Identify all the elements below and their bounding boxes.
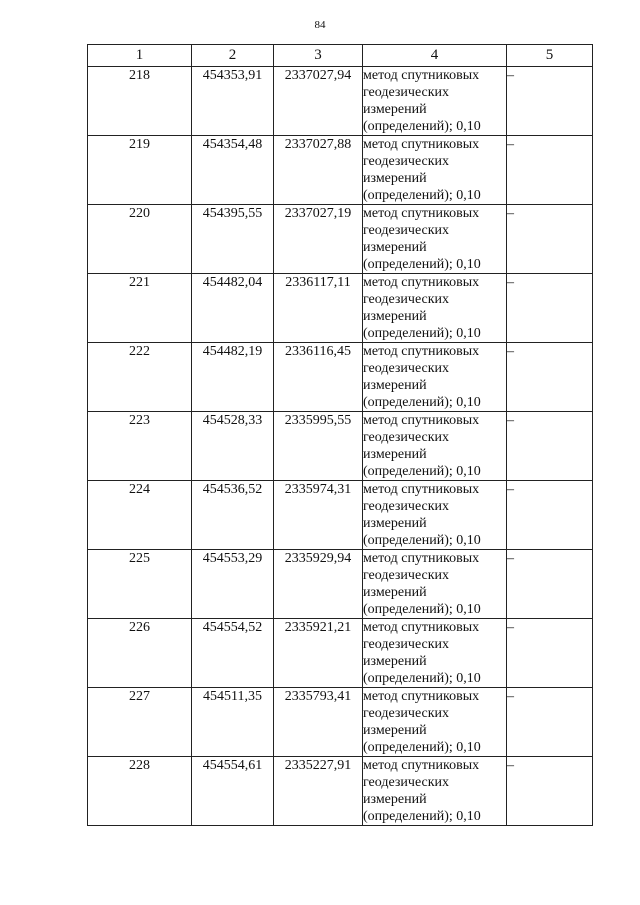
coordinate-y: 2337027,94 xyxy=(274,67,363,136)
note: – xyxy=(507,481,593,550)
table-row xyxy=(88,136,593,205)
method-accuracy: метод спутниковых геодезических измерений (определений); 0,10 xyxy=(363,67,507,136)
coordinate-y: 2335974,31 xyxy=(274,481,363,550)
coordinate-x: 454553,29 xyxy=(192,550,274,619)
point-number: 220 xyxy=(88,205,192,274)
method-accuracy: метод спутниковых геодезических измерений (определений); 0,10 xyxy=(363,343,507,412)
note: – xyxy=(507,757,593,826)
column-header-3: 3 xyxy=(274,45,363,67)
coordinate-y: 2335921,21 xyxy=(274,619,363,688)
method-accuracy: метод спутниковых геодезических измерений (определений); 0,10 xyxy=(363,412,507,481)
method-accuracy: метод спутниковых геодезических измерений (определений); 0,10 xyxy=(363,619,507,688)
point-number: 218 xyxy=(88,67,192,136)
coordinate-x: 454354,48 xyxy=(192,136,274,205)
note: – xyxy=(507,619,593,688)
coordinate-x: 454511,35 xyxy=(192,688,274,757)
point-number: 227 xyxy=(88,688,192,757)
coordinate-y: 2336116,45 xyxy=(274,343,363,412)
table-header-row xyxy=(88,45,593,67)
note: – xyxy=(507,550,593,619)
table-row xyxy=(88,481,593,550)
point-number: 222 xyxy=(88,343,192,412)
coordinate-x: 454554,61 xyxy=(192,757,274,826)
page-number: 84 xyxy=(314,19,326,31)
coordinate-y: 2335793,41 xyxy=(274,688,363,757)
note: – xyxy=(507,67,593,136)
column-header-1: 1 xyxy=(88,45,192,67)
coordinate-x: 454353,91 xyxy=(192,67,274,136)
coordinate-x: 454528,33 xyxy=(192,412,274,481)
table-row xyxy=(88,343,593,412)
table-body xyxy=(88,67,593,826)
point-number: 219 xyxy=(88,136,192,205)
table-row xyxy=(88,688,593,757)
note: – xyxy=(507,412,593,481)
point-number: 225 xyxy=(88,550,192,619)
point-number: 221 xyxy=(88,274,192,343)
coordinate-y: 2335995,55 xyxy=(274,412,363,481)
coordinate-x: 454536,52 xyxy=(192,481,274,550)
method-accuracy: метод спутниковых геодезических измерений (определений); 0,10 xyxy=(363,205,507,274)
point-number: 223 xyxy=(88,412,192,481)
coordinate-y: 2337027,19 xyxy=(274,205,363,274)
method-accuracy: метод спутниковых геодезических измерений (определений); 0,10 xyxy=(363,688,507,757)
note: – xyxy=(507,205,593,274)
column-header-4: 4 xyxy=(363,45,507,67)
note: – xyxy=(507,136,593,205)
note: – xyxy=(507,274,593,343)
point-number: 224 xyxy=(88,481,192,550)
column-header-2: 2 xyxy=(192,45,274,67)
table-row xyxy=(88,550,593,619)
method-accuracy: метод спутниковых геодезических измерений (определений); 0,10 xyxy=(363,757,507,826)
note: – xyxy=(507,688,593,757)
column-header-5: 5 xyxy=(507,45,593,67)
point-number: 226 xyxy=(88,619,192,688)
coordinate-y: 2335227,91 xyxy=(274,757,363,826)
coordinates-table xyxy=(87,44,593,826)
coordinate-x: 454482,19 xyxy=(192,343,274,412)
table-row xyxy=(88,412,593,481)
table-row xyxy=(88,274,593,343)
table-row xyxy=(88,619,593,688)
method-accuracy: метод спутниковых геодезических измерений (определений); 0,10 xyxy=(363,274,507,343)
table-row xyxy=(88,757,593,826)
table-row xyxy=(88,67,593,136)
coordinate-y: 2336117,11 xyxy=(274,274,363,343)
coordinate-x: 454554,52 xyxy=(192,619,274,688)
coordinate-x: 454395,55 xyxy=(192,205,274,274)
coordinate-x: 454482,04 xyxy=(192,274,274,343)
point-number: 228 xyxy=(88,757,192,826)
coordinate-y: 2337027,88 xyxy=(274,136,363,205)
coordinate-y: 2335929,94 xyxy=(274,550,363,619)
method-accuracy: метод спутниковых геодезических измерений (определений); 0,10 xyxy=(363,550,507,619)
note: – xyxy=(507,343,593,412)
table-row xyxy=(88,205,593,274)
method-accuracy: метод спутниковых геодезических измерений (определений); 0,10 xyxy=(363,481,507,550)
method-accuracy: метод спутниковых геодезических измерений (определений); 0,10 xyxy=(363,136,507,205)
